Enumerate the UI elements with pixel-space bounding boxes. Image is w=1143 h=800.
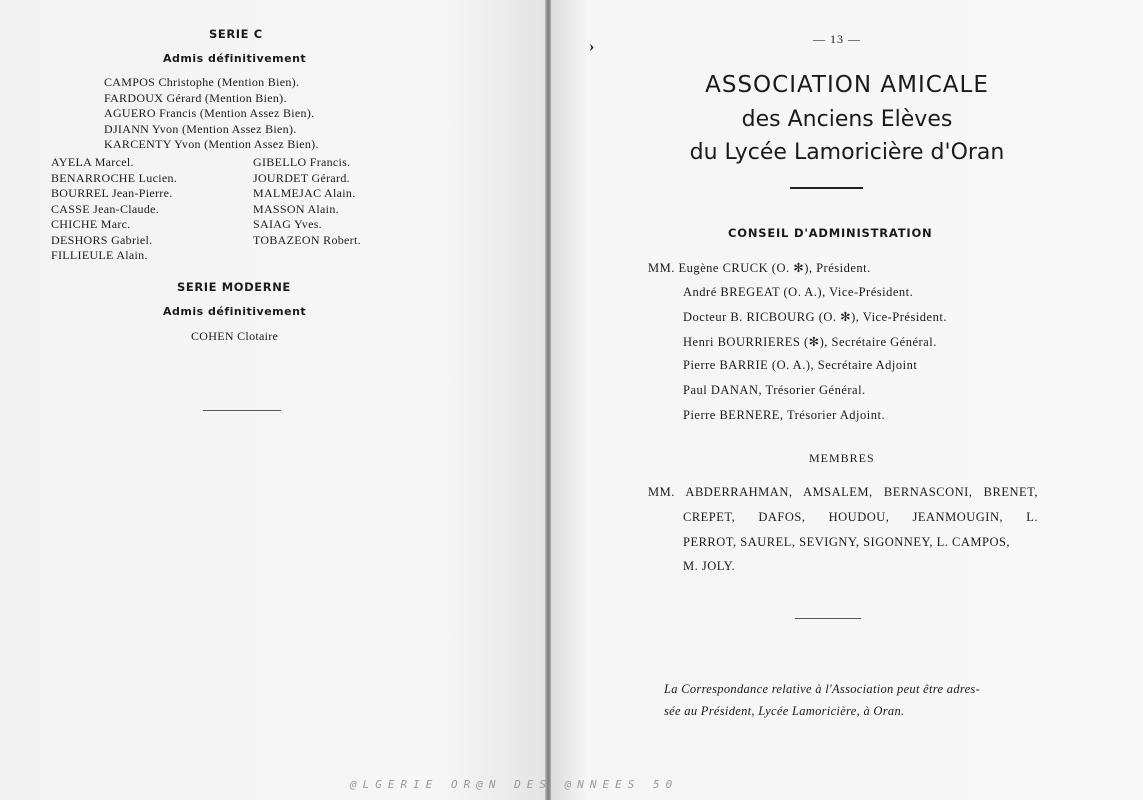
correspondance-line: La Correspondance relative à l'Association peut être adres- [664, 682, 981, 696]
page-number: — 13 — [813, 32, 861, 46]
list-item: BENARROCHE Lucien. [51, 170, 178, 185]
association-lycee: du Lycée Lamoricière d'Oran [689, 140, 1005, 165]
list-item: GIBELLO Francis. [253, 155, 351, 169]
right-page [551, 0, 1143, 800]
correspondance-line: sée au Président, Lycée Lamoricière, à Oran. [664, 704, 905, 718]
list-item: CASSE Jean-Claude. [51, 201, 160, 216]
conseil-member: Henri BOURRIERES (✻), Secrétaire Général. [683, 335, 937, 349]
conseil-member: Docteur B. RICBOURG (O. ✻), Vice-Président. [683, 310, 947, 324]
conseil-member: Pierre BARRIE (O. A.), Secrétaire Adjoint [683, 358, 918, 372]
section-divider [203, 410, 281, 411]
association-title: ASSOCIATION AMICALE [705, 72, 989, 98]
left-page [0, 0, 546, 800]
conseil-member: André BREGEAT (O. A.), Vice-Président. [683, 285, 914, 299]
serie-moderne-admis: Admis définitivement [163, 305, 307, 318]
conseil-title: CONSEIL D'ADMINISTRATION [728, 226, 933, 240]
page-mark-icon: › [589, 38, 595, 55]
membres-line: PERROT, SAUREL, SEVIGNY, SIGONNEY, L. CAMPOS, [683, 535, 1011, 549]
list-item: KARCENTY Yvon (Mention Assez Bien). [104, 137, 319, 151]
conseil-member: Pierre BERNERE, Trésorier Adjoint. [683, 408, 886, 422]
list-item: TOBAZEON Robert. [253, 232, 361, 247]
list-item: SAIAG Yves. [253, 217, 322, 231]
serie-c-mentions [104, 75, 319, 153]
list-item: DJIANN Yvon (Mention Assez Bien). [104, 121, 297, 136]
association-subtitle: des Anciens Elèves [741, 107, 953, 132]
serie-moderne-title: SERIE MODERNE [177, 280, 291, 294]
list-item: CAMPOS Christophe (Mention Bien). [104, 75, 300, 89]
list-item: JOURDET Gérard. [253, 170, 350, 185]
list-item: DESHORS Gabriel. [51, 232, 153, 247]
serie-c-column-1 [51, 155, 177, 264]
serie-c-column-2 [253, 155, 361, 248]
membres-line: CREPET, DAFOS, HOUDOU, JEANMOUGIN, L. [683, 510, 1038, 524]
footer-divider [795, 618, 861, 619]
list-item: FARDOUX Gérard (Mention Bien). [104, 90, 287, 105]
watermark: @LGERIE OR@N DES @NNEES 50 [350, 778, 679, 791]
serie-c-title: SERIE C [209, 27, 263, 41]
list-item: AGUERO Francis (Mention Assez Bien). [104, 106, 315, 120]
membres-line: M. JOLY. [683, 559, 736, 573]
title-divider [790, 187, 863, 189]
list-item: AYELA Marcel. [51, 155, 134, 169]
list-item: MALMEJAC Alain. [253, 186, 356, 200]
list-item: MASSON Alain. [253, 201, 339, 216]
conseil-member: Paul DANAN, Trésorier Général. [683, 383, 866, 397]
list-item: FILLIEULE Alain. [51, 248, 148, 262]
serie-moderne-name: COHEN Clotaire [191, 329, 279, 343]
list-item: CHICHE Marc. [51, 217, 131, 231]
list-item: BOURREL Jean-Pierre. [51, 186, 173, 200]
membres-line: MM. ABDERRAHMAN, AMSALEM, BERNASCONI, BRENET, [648, 485, 1038, 499]
membres-title: MEMBRES [809, 451, 875, 465]
conseil-member: MM. Eugène CRUCK (O. ✻), Président. [648, 261, 871, 275]
serie-c-admis: Admis définitivement [163, 52, 307, 65]
